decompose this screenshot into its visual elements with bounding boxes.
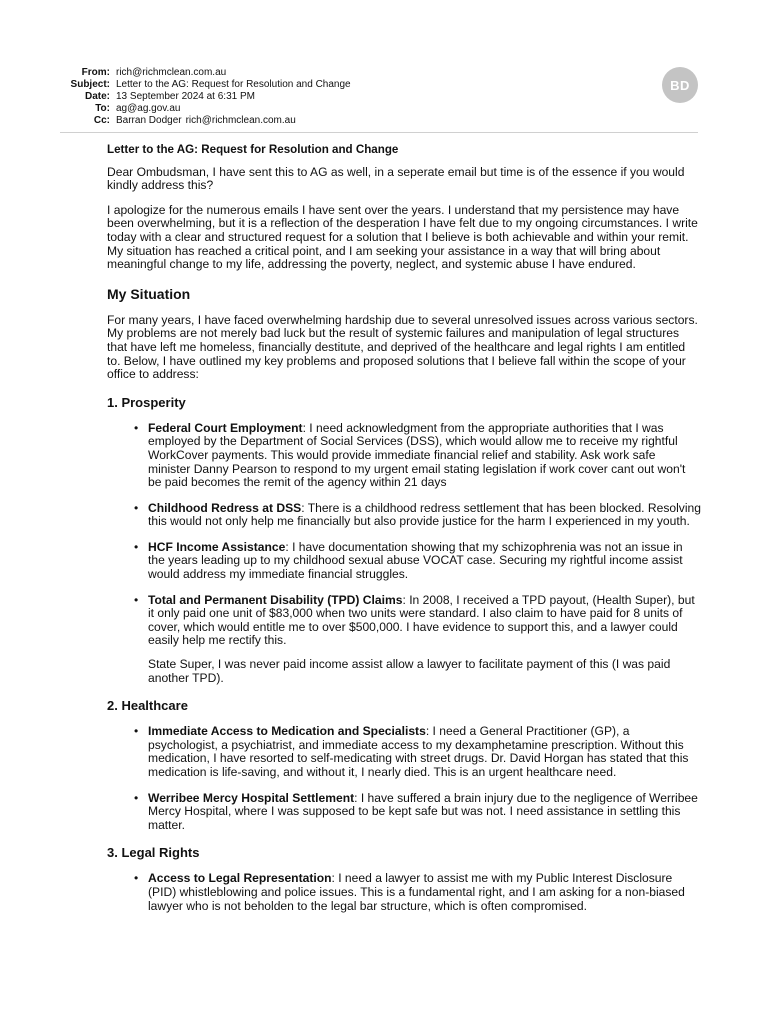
to-address[interactable]: ag@ag.gov.au: [116, 103, 181, 114]
list-item: [134, 420, 701, 490]
situation-paragraph: For many years, I have faced overwhelming hardship due to several unresolved issues across various sectors. My problems are not merely bad luck but the result of systemic failures and manipulation of legal structures that have left me homeless, financially destitute, and deprived of the healthcare and legal rights I am entitled to. Below, I have outlined my key problems and proposed solutions that I believe fall within the scope of your office to address:: [107, 312, 698, 382]
section-heading: 1. Prosperity: [107, 394, 186, 410]
from-label: From:: [81, 67, 110, 78]
from-row: [60, 67, 700, 79]
list-item: [134, 592, 701, 686]
sections-container: [107, 395, 701, 913]
cc-label: Cc:: [93, 115, 110, 126]
list-item: [134, 724, 701, 779]
section-list: [107, 422, 701, 686]
from-address[interactable]: rich@richmclean.com.au: [116, 67, 227, 78]
date-row: [60, 91, 700, 103]
list-item: [134, 539, 701, 582]
bullet-icon: •: [134, 871, 139, 886]
list-item: [134, 790, 701, 833]
subject-label: Subject:: [70, 79, 110, 90]
cc-row: [60, 115, 700, 127]
item-text: : There is a childhood redress settlement that has been blocked. Resolving this would not only help me financially but also provide justice for the harm I experienced in my youth.: [148, 500, 701, 529]
item-extra-text: State Super, I was never paid income assist allow a lawyer to facilitate payment of this (I was paid another TPD).: [148, 657, 671, 685]
bullet-icon: •: [134, 592, 139, 607]
letter-title: Letter to the AG: Request for Resolution and Change: [107, 143, 399, 156]
list-item: [134, 500, 701, 529]
item-title: Childhood Redress at DSS: [148, 500, 302, 515]
bullet-icon: •: [134, 420, 139, 435]
situation-heading: My Situation: [107, 285, 191, 302]
item-title: HCF Income Assistance: [148, 539, 286, 554]
bullet-icon: •: [134, 724, 139, 739]
subject-row: [60, 79, 700, 91]
item-text: : I have documentation showing that my schizophrenia was not an issue in the years leading up to my childhood sexual abuse VOCAT case. Securing my rightful income assist would address my immediate financial struggles.: [148, 539, 683, 582]
item-title: Total and Permanent Disability (TPD) Claims: [148, 592, 403, 607]
item-text: : I need acknowledgment from the appropriate authorities that I was employed by the Department of Social Services (DSS), which would allow me to receive my rightful WorkCover payments. This would provide immediate financial relief and stability. Ask work safe minister Danny Pearson to respond to my urgent email stating legislation if work cover cant out won't be paid becomes the remit of the agency within 21 days: [148, 420, 686, 490]
to-label: To:: [95, 103, 110, 114]
cc-name[interactable]: Barran Dodger: [116, 115, 182, 126]
item-text: : I need a lawyer to assist me with my Public Interest Disclosure (PID) whistleblowing and police issues. This is a fundamental right, and I am asking for a non-biased lawyer who is not beholden to the legal bar structure, which is often compromised.: [148, 871, 685, 913]
item-text: : I have suffered a brain injury due to the negligence of Werribee Mercy Hospital, where I was supposed to be kept safe but was not. I need assistance in settling this matter.: [148, 790, 698, 832]
bullet-icon: •: [134, 790, 139, 805]
apology-paragraph: I apologize for the numerous emails I have sent over the years. I understand that my persistence may have been overwhelming, but it is a reflection of the desperation I have felt due to my ongoing circumstances. I write today with a clear and structured request for a solution that I believe is both achievable and within your remit. My situation has reached a critical point, and I am seeking your assistance in a way that will bring about meaningful change to my life, addressing the poverty, neglect, and systemic abuse I have endured.: [107, 202, 698, 272]
avatar: BD: [662, 67, 698, 103]
section-list: [107, 725, 701, 832]
header-divider: [60, 132, 698, 133]
section-heading: 3. Legal Rights: [107, 845, 200, 861]
list-item: [134, 871, 701, 913]
date-value: 13 September 2024 at 6:31 PM: [116, 91, 255, 102]
item-title: Federal Court Employment: [148, 420, 303, 435]
intro-paragraph: Dear Ombudsman, I have sent this to AG as well, in a seperate email but time is of the essence if you would kindly address this?: [107, 164, 685, 193]
email-header: [60, 67, 700, 127]
section-heading: 2. Healthcare: [107, 698, 188, 714]
item-text: : In 2008, I received a TPD payout, (Health Super), but it only paid one unit of $83,000 when two units were standard. I also claim to have paid for 8 units of cover, which would entitle me to over $500,000. I have evidence to support this, and a lawyer could easily help me rectify this.: [148, 592, 695, 648]
bullet-icon: •: [134, 500, 139, 515]
section-list: [107, 872, 701, 913]
bullet-icon: •: [134, 539, 139, 554]
item-title: Werribee Mercy Hospital Settlement: [148, 790, 355, 805]
email-body: [107, 143, 701, 925]
subject-value: Letter to the AG: Request for Resolution and Change: [116, 79, 351, 90]
to-row: [60, 103, 700, 115]
item-title: Immediate Access to Medication and Specialists: [148, 724, 426, 739]
date-label: Date:: [84, 91, 110, 102]
item-text: : I need a General Practitioner (GP), a psychologist, a psychiatrist, and immediate access to my dexamphetamine prescription. Without this medication, I have resorted to self-medicating with street drugs. Dr. David Horgan has stated that this medication is life-saving, and without it, I nearly died. This is an urgent healthcare need.: [148, 724, 689, 779]
cc-address[interactable]: rich@richmclean.com.au: [185, 115, 296, 126]
item-title: Access to Legal Representation: [148, 871, 332, 886]
